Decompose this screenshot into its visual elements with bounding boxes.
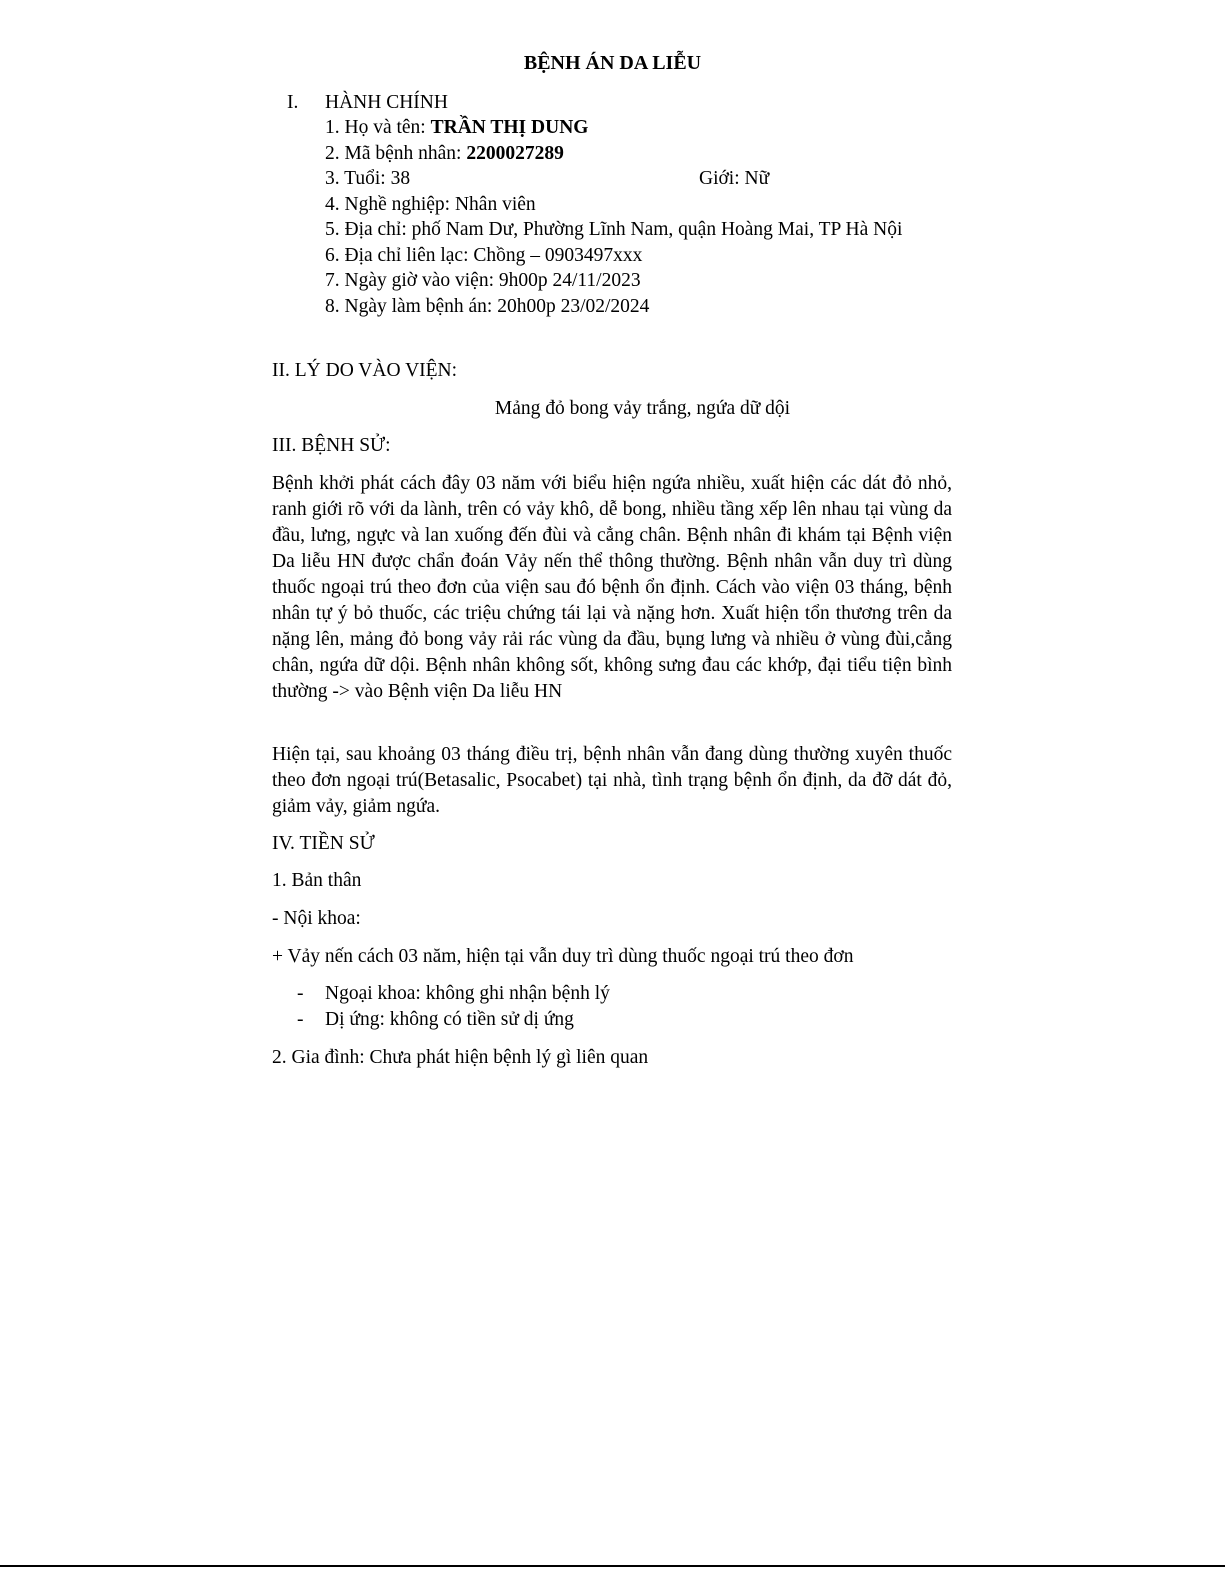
history-paragraph-2: Hiện tại, sau khoảng 03 tháng điều trị, bệnh nhân vẫn đang dùng thường xuyên thuốc theo đơn ngoại trú(Betasalic, Psocabet) tại nhà, tình trạng bệnh ổn định, da đỡ dát đỏ, giảm vảy, giảm ngứa. [272, 744, 952, 817]
page-bottom-border [0, 1565, 1225, 1567]
patient-id-row [325, 141, 945, 167]
patient-id-value: 2200027289 [466, 142, 564, 164]
internal-medicine-label: - Nội khoa: [272, 908, 361, 929]
patient-id-label: 2. Mã bệnh nhân: [325, 142, 467, 164]
list-item [297, 1007, 610, 1033]
patient-contact: 6. Địa chỉ liên lạc: Chồng – 0903497xxx [325, 244, 643, 266]
history-paragraph-1: Bệnh khởi phát cách đây 03 năm với biểu hiện ngứa nhiều, xuất hiện các dát đỏ nhỏ, ranh giới rõ với da lành, trên có vảy khô, dễ bong, nhiều tầng xếp lên nhau tại vùng da đầu, lưng, ngực và lan xuống đến đùi và cẳng chân. Bệnh nhân đi khám tại Bệnh viện Da liễu HN được chẩn đoán Vảy nến thể thông thường. Bệnh nhân vẫn duy trì dùng thuốc ngoại trú theo đơn của viện sau đó bệnh ổn định. Cách vào viện 03 tháng, bệnh nhân tự ý bỏ thuốc, các triệu chứng tái lại và nặng hơn. Xuất hiện tổn thương trên da nặng lên, mảng đỏ bong vảy rải rác vùng da đầu, bụng lưng và nhiều ở vùng đùi,cẳng chân, ngứa dữ dội. Bệnh nhân không sốt, không sưng đau các khớp, đại tiểu tiện bình thường -> vào Bệnh viện Da liễu HN [272, 473, 952, 702]
document-title: BỆNH ÁN DA LIỄU [523, 52, 702, 74]
patient-address: 5. Địa chỉ: phố Nam Dư, Phường Lĩnh Nam, quận Hoàng Mai, TP Hà Nội [325, 219, 903, 240]
history-dash-list [297, 981, 610, 1032]
section-1-numeral: I. [287, 92, 299, 113]
list-dash: - [297, 1008, 304, 1030]
internal-medicine-item: + Vảy nến cách 03 năm, hiện tại vẫn duy trì dùng thuốc ngoại trú theo đơn [272, 946, 854, 967]
list-dash: - [297, 983, 304, 1004]
section-1-heading [287, 90, 448, 116]
section-2-heading: II. LÝ DO VÀO VIỆN: [272, 360, 458, 381]
patient-name-label: 1. Họ và tên: [325, 117, 431, 138]
allergy-history: Dị ứng: không có tiền sử dị ứng [325, 1008, 574, 1030]
patient-gender: Giới: Nữ [699, 168, 770, 189]
patient-name-value: TRẦN THỊ DUNG [430, 117, 589, 138]
administrative-info-list [325, 115, 945, 319]
personal-history-heading: 1. Bản thân [272, 870, 362, 891]
patient-age: 3. Tuổi: 38 [325, 168, 411, 189]
list-item [297, 981, 610, 1007]
admission-reason: Mảng đỏ bong vảy trắng, ngứa dữ dội [494, 398, 791, 419]
family-history: 2. Gia đình: Chưa phát hiện bệnh lý gì liên quan [272, 1047, 649, 1068]
section-3-heading: III. BỆNH SỬ: [272, 435, 391, 456]
patient-name-row [325, 115, 945, 141]
section-4-heading: IV. TIỀN SỬ [272, 833, 375, 854]
record-datetime: 8. Ngày làm bệnh án: 20h00p 23/02/2024 [325, 295, 650, 317]
age-gender-row [325, 166, 945, 192]
surgical-history: Ngoại khoa: không ghi nhận bệnh lý [325, 983, 610, 1004]
admission-datetime: 7. Ngày giờ vào viện: 9h00p 24/11/2023 [325, 270, 641, 291]
patient-occupation: 4. Nghề nghiệp: Nhân viên [325, 193, 536, 215]
section-1-title: HÀNH CHÍNH [325, 92, 448, 113]
